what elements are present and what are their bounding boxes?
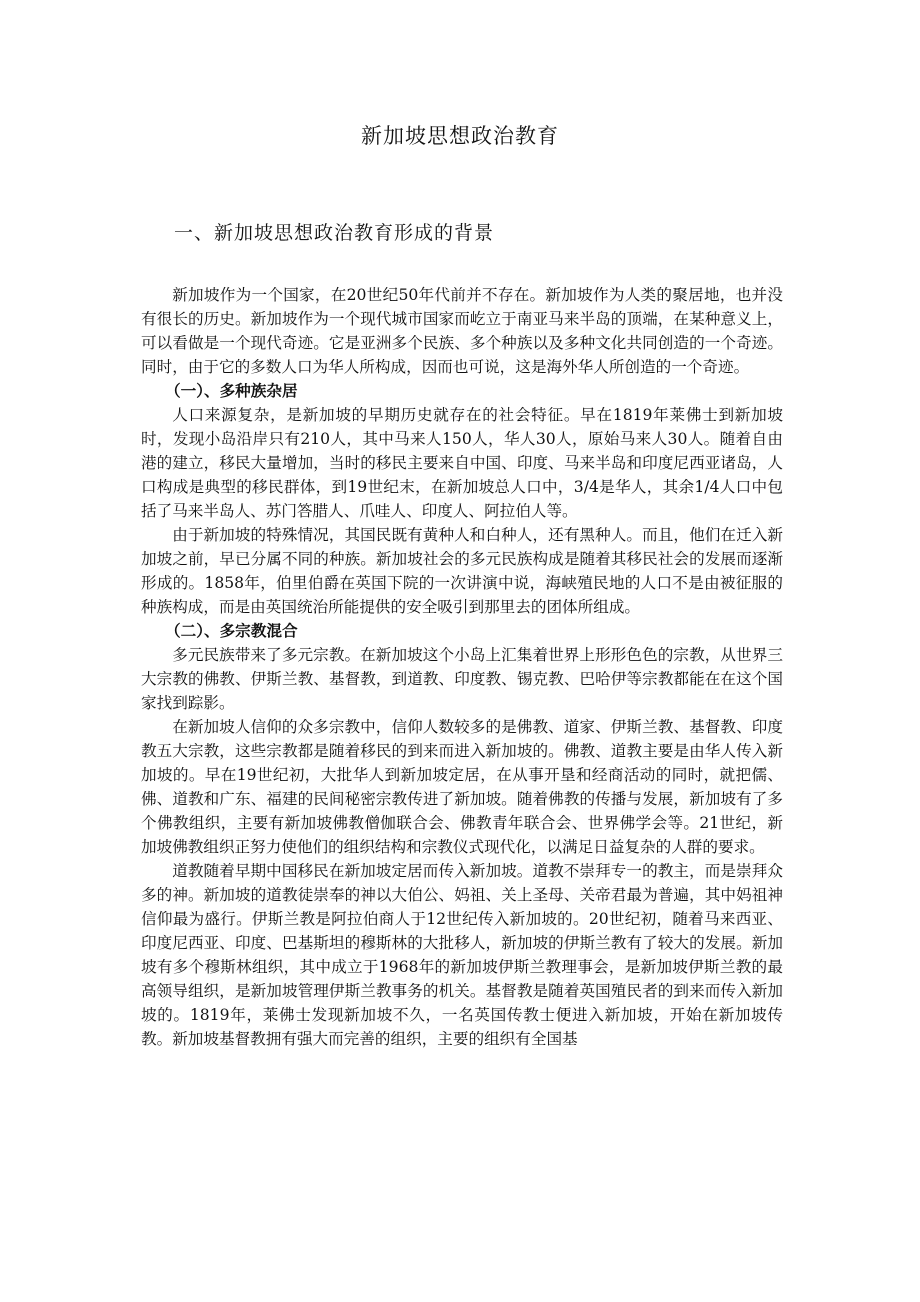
paragraph: 道教随着早期中国移民在新加坡定居而传入新加坡。道教不崇拜专一的教主，而是崇拜众多的神。新加坡的道教徒崇奉的神以大伯公、妈祖、关上圣母、关帝君最为普遍，其中妈祖神信仰最为盛行。伊斯兰教是阿拉伯商人于12世纪传入新加坡的。20世纪初，随着马来西亚、印度尼西亚、印度、巴基斯坦的穆斯林的大批移人，新加坡的伊斯兰教有了较大的发展。新加坡有多个穆斯林组织，其中成立于1968年的新加坡伊斯兰教理事会，是新加坡伊斯兰教的最高领导组织，是新加坡管理伊斯兰教事务的机关。基督教是随着英国殖民者的到来而传入新加坡的。1819年，莱佛士发现新加坡不久，一名英国传教士便进入新加坡，开始在新加坡传教。新加坡基督教拥有强大而完善的组织，主要的组织有全国基 bbox=[141, 862, 783, 1048]
section-heading: 一、新加坡思想政治教育形成的背景 bbox=[174, 222, 495, 244]
paragraph: 在新加坡人信仰的众多宗教中，信仰人数较多的是佛教、道家、伊斯兰教、基督教、印度教五大宗教，这些宗教都是随着移民的到来而进入新加坡的。佛教、道教主要是由华人传入新加坡的。早在19世纪初，大批华人到新加坡定居，在从事开垦和经商活动的同时，就把儒、佛、道教和广东、福建的民间秘密宗教传进了新加坡。随着佛教的传播与发展，新加坡有了多个佛教组织，主要有新加坡佛教僧伽联合会、佛教青年联合会、世界佛学会等。21世纪，新加坡佛教组织正努力使他们的组织结构和宗教仪式现代化，以满足日益复杂的人群的要求。 bbox=[141, 718, 783, 856]
subsection-heading-1: （一）、多种族杂居 bbox=[165, 382, 298, 400]
paragraph: 多元民族带来了多元宗教。在新加坡这个小岛上汇集着世界上形形色色的宗教，从世界三大宗教的佛教、伊斯兰教、基督教，到道教、印度教、锡克教、巴哈伊等宗教都能在在这个国家找到踪影。 bbox=[141, 646, 783, 712]
paragraph: 由于新加坡的特殊情况，其国民既有黄种人和白种人，还有黑种人。而且，他们在迁入新加坡之前，早已分属不同的种族。新加坡社会的多元民族构成是随着其移民社会的发展而逐渐形成的。1858年，伯里伯爵在英国下院的一次讲演中说，海峡殖民地的人口不是由被征服的种族构成，而是由英国统治所能提供的安全吸引到那里去的团体所组成。 bbox=[141, 526, 783, 616]
document-title: 新加坡思想政治教育 bbox=[361, 124, 559, 148]
intro-paragraph: 新加坡作为一个国家，在20世纪50年代前并不存在。新加坡作为人类的聚居地，也并没有很长的历史。新加坡作为一个现代城市国家而屹立于南亚马来半岛的顶端，在某种意义上，可以看做是一个现代奇迹。它是亚洲多个民族、多个种族以及多种文化共同创造的一个奇迹。同时，由于它的多数人口为华人所构成，因而也可说，这是海外华人所创造的一个奇迹。 bbox=[141, 286, 783, 376]
subsection-heading-2: （二）、多宗教混合 bbox=[165, 622, 298, 640]
paragraph: 人口来源复杂，是新加坡的早期历史就存在的社会特征。早在1819年莱佛士到新加坡时，发现小岛沿岸只有210人，其中马来人150人，华人30人，原始马来人30人。随着自由港的建立，移民大量增加，当时的移民主要来自中国、印度、马来半岛和印度尼西亚诸岛，人口构成是典型的移民群体，到19世纪末，在新加坡总人口中，3/4是华人，其余1/4人口中包括了马来半岛人、苏门答腊人、爪哇人、印度人、阿拉伯人等。 bbox=[141, 406, 783, 520]
document-body bbox=[141, 283, 783, 1051]
